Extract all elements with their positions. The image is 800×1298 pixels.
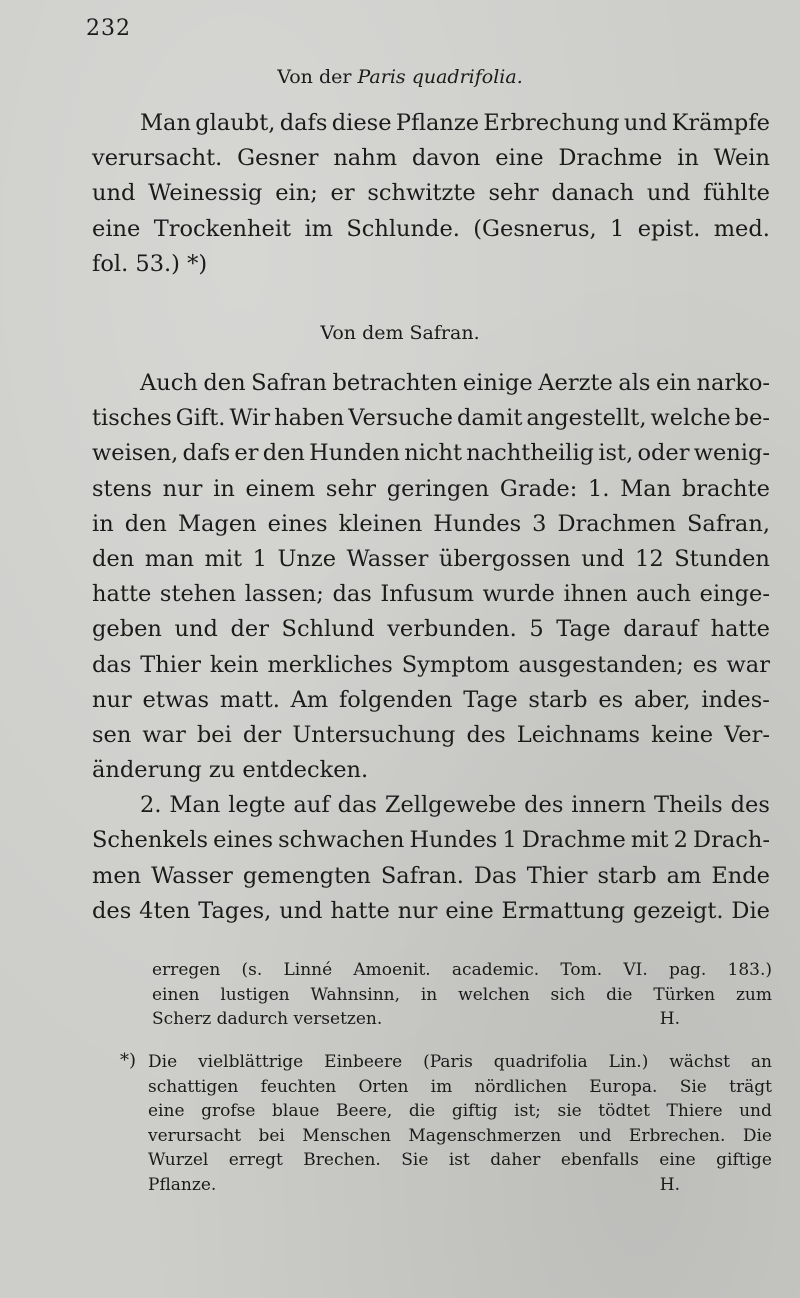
text-line: sen war bei der Untersuchung des Leichnams keine Ver- — [92, 721, 770, 748]
text-line: men Wasser gemengten Safran. Das Thier starb am Ende — [92, 862, 770, 889]
section-heading-safran: Von dem Safran. — [320, 322, 480, 344]
footnote-line: schattigen feuchten Orten im nördlichen Europa. Sie trägt — [148, 1076, 772, 1097]
footnote-paris — [148, 1050, 772, 1198]
text-line: den man mit 1 Unze Wasser übergossen und 12 Stunden — [92, 545, 770, 572]
text-line: Auch den Safran betrachten einige Aerzte als ein narko- — [140, 370, 770, 396]
footnote-text: Pflanze. — [148, 1174, 217, 1195]
text-line: hatte stehen lassen; das Infusum wurde ihnen auch einge- — [92, 581, 770, 608]
footnote-line: einen lustigen Wahnsinn, in welchen sich die Türken zum — [152, 984, 772, 1005]
paragraph-safran — [92, 366, 770, 929]
text-line: stens nur in einem sehr geringen Grade: 1. Man brachte — [92, 475, 770, 502]
text-line: und Weinessig ein; er schwitzte sehr danach und fühlte — [92, 180, 770, 207]
text-line: weisen, dafs er den Hunden nicht nachtheilig ist, oder wenig- — [92, 440, 770, 467]
text-line: des 4ten Tages, und hatte nur eine Ermattung gezeigt. Die — [92, 897, 770, 924]
footnote-mark: *) — [120, 1050, 137, 1071]
footnote-continuation — [152, 958, 772, 1032]
text-line: fol. 53.) *) — [92, 250, 208, 277]
paragraph-paris — [92, 106, 770, 282]
text-line: änderung zu entdecken. — [92, 757, 369, 784]
text-line: verursacht. Gesner nahm davon eine Drachme in Wein — [92, 145, 770, 172]
footnote-line: erregen (s. Linné Amoenit. academic. Tom. VI. pag. 183.) — [152, 960, 772, 980]
footnote-line — [152, 1007, 772, 1032]
section-heading-paris — [0, 66, 800, 88]
footnote-signature: H. — [659, 1009, 680, 1030]
footnote-line: Wurzel erregt Brechen. Sie ist daher ebenfalls eine giftige — [148, 1150, 772, 1171]
footnote-line — [148, 1173, 772, 1198]
footnote-line: eine grofse blaue Beere, die giftig ist; sie tödtet Thiere und — [148, 1101, 772, 1122]
footnote-line: verursacht bei Menschen Magenschmerzen und Erbrechen. Die — [148, 1125, 772, 1146]
text-line: in den Magen eines kleinen Hundes 3 Drachmen Safran, — [92, 510, 770, 537]
text-line: das Thier kein merkliches Symptom ausgestanden; es war — [92, 651, 770, 678]
page-number: 232 — [86, 16, 131, 41]
footnote-line: Die vielblättrige Einbeere (Paris quadrifolia Lin.) wächst an — [148, 1052, 772, 1072]
text-line: eine Trockenheit im Schlunde. (Gesnerus, 1 epist. med. — [92, 215, 770, 242]
heading-prefix: Von der — [277, 66, 352, 88]
text-line: Schenkels eines schwachen Hundes 1 Drachme mit 2 Drach- — [92, 827, 770, 854]
text-line: 2. Man legte auf das Zellgewebe des innern Theils des — [140, 792, 770, 819]
text-line: tisches Gift. Wir haben Versuche damit angestellt, welche be- — [92, 405, 770, 432]
heading-italic: Paris quadrifolia. — [357, 66, 523, 88]
text-line: Man glaubt, dafs diese Pflanze Erbrechung und Krämpfe — [140, 110, 770, 136]
footnote-signature: H. — [659, 1174, 680, 1195]
footnote-text: Scherz dadurch versetzen. — [152, 1009, 383, 1030]
text-line: nur etwas matt. Am folgenden Tage starb es aber, indes- — [92, 686, 770, 713]
text-line: geben und der Schlund verbunden. 5 Tage darauf hatte — [92, 616, 770, 643]
